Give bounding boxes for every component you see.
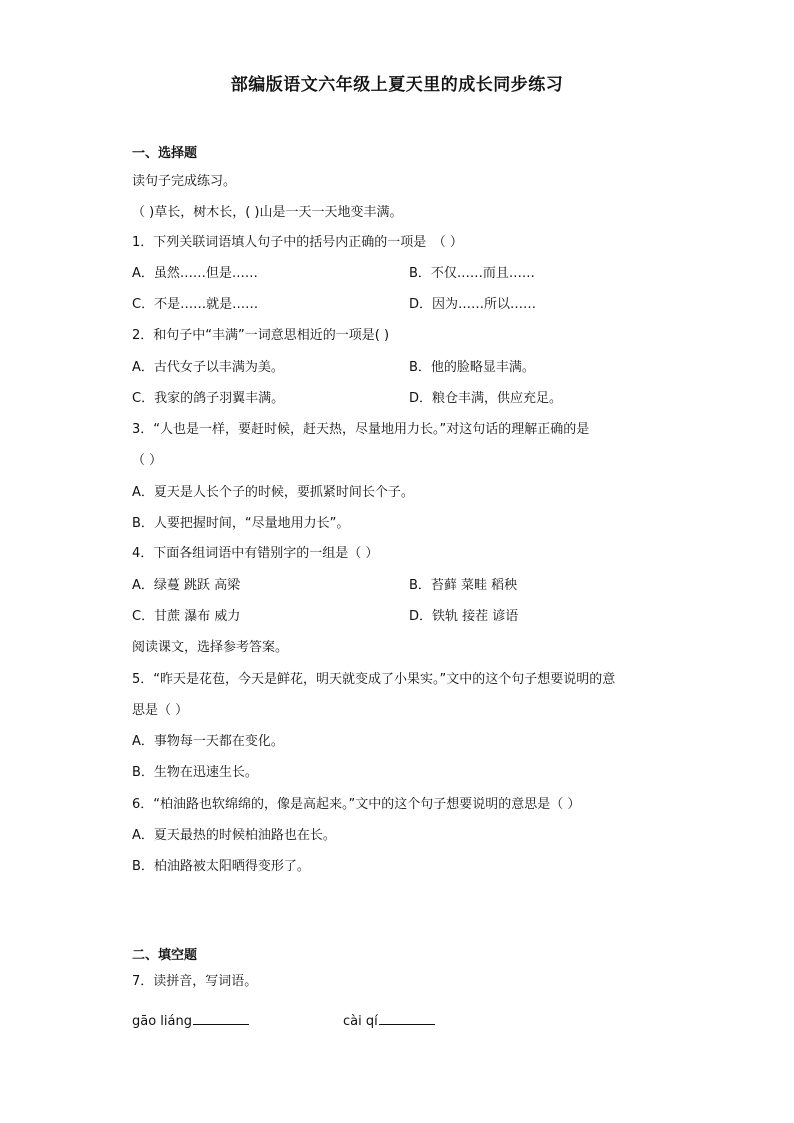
question-5-stem-line-2: 思是（ ） <box>132 703 189 718</box>
question-6-stem: 6．“柏油路也软绵绵的，像是高起来。”文中的这个句子想要说明的意思是（ ） <box>132 797 581 812</box>
question-5-option-b[interactable]: B．生物在迅速生长。 <box>132 765 258 780</box>
question-4-stem: 4．下面各组词语中有错别字的一组是（ ） <box>132 546 379 561</box>
question-7-stem: 7．读拼音，写词语。 <box>132 974 258 989</box>
question-6-option-a[interactable]: A．夏天最热的时候柏油路也在长。 <box>132 828 336 843</box>
question-1-option-a[interactable]: A．虽然……但是…… <box>132 266 258 281</box>
question-4-option-d[interactable]: D．铁轨 接茬 谚语 <box>409 609 519 624</box>
section-heading-fill: 二、填空题 <box>132 948 198 963</box>
question-2-stem: 2．和句子中“丰满”一词意思相近的一项是( ) <box>132 328 390 343</box>
answer-blank[interactable] <box>379 1011 435 1025</box>
section-heading-choice: 一、选择题 <box>132 146 198 161</box>
question-1-option-d[interactable]: D．因为……所以…… <box>409 297 537 312</box>
question-1-option-b[interactable]: B．不仅……而且…… <box>409 266 535 281</box>
question-2-option-d[interactable]: D．粮仓丰满，供应充足。 <box>409 391 563 406</box>
question-3-option-a[interactable]: A．夏天是人长个子的时候，要抓紧时间长个子。 <box>132 485 414 500</box>
question-2-option-c[interactable]: C．我家的鸽子羽翼丰满。 <box>132 391 285 406</box>
answer-blank[interactable] <box>193 1011 249 1025</box>
question-4-option-a[interactable]: A．绿蔓 跳跃 高梁 <box>132 578 241 593</box>
pinyin-label: cài qí <box>343 1014 378 1029</box>
pinyin-item-2 <box>343 1011 435 1031</box>
question-6-option-b[interactable]: B．柏油路被太阳晒得变形了。 <box>132 859 310 874</box>
question-5-stem-line-1: 5．“昨天是花苞，今天是鲜花，明天就变成了小果实。”文中的这个句子想要说明的意 <box>132 672 616 687</box>
question-1-stem: 1．下列关联词语填人句子中的括号内正确的一项是 （ ） <box>132 235 463 250</box>
question-2-option-b[interactable]: B．他的脸略显丰满。 <box>409 360 535 375</box>
question-1-option-c[interactable]: C．不是……就是…… <box>132 297 259 312</box>
reading-instruction-2: 阅读课文，选择参考答案。 <box>132 640 289 655</box>
reading-instruction: 读句子完成练习。 <box>132 174 237 189</box>
pinyin-item-1 <box>132 1011 249 1031</box>
question-2-option-a[interactable]: A．古代女子以丰满为美。 <box>132 360 284 375</box>
question-5-option-a[interactable]: A．事物每一天都在变化。 <box>132 734 284 749</box>
question-sentence: （ )草长，树木长，( )山是一天一天地变丰满。 <box>132 205 403 220</box>
question-4-option-b[interactable]: B．苔藓 菜畦 稻秧 <box>409 578 518 593</box>
pinyin-label: gāo liáng <box>132 1014 192 1029</box>
question-3-stem-line-1: 3．“人也是一样，要赶时候，赶天热，尽量地用力长。”对这句话的理解正确的是 <box>132 422 590 437</box>
question-4-option-c[interactable]: C．甘蔗 瀑布 威力 <box>132 609 241 624</box>
question-3-stem-line-2: （ ） <box>132 453 163 468</box>
question-3-option-b[interactable]: B．人要把握时间，“尽量地用力长”。 <box>132 516 350 531</box>
page-title: 部编版语文六年级上夏天里的成长同步练习 <box>230 75 564 95</box>
